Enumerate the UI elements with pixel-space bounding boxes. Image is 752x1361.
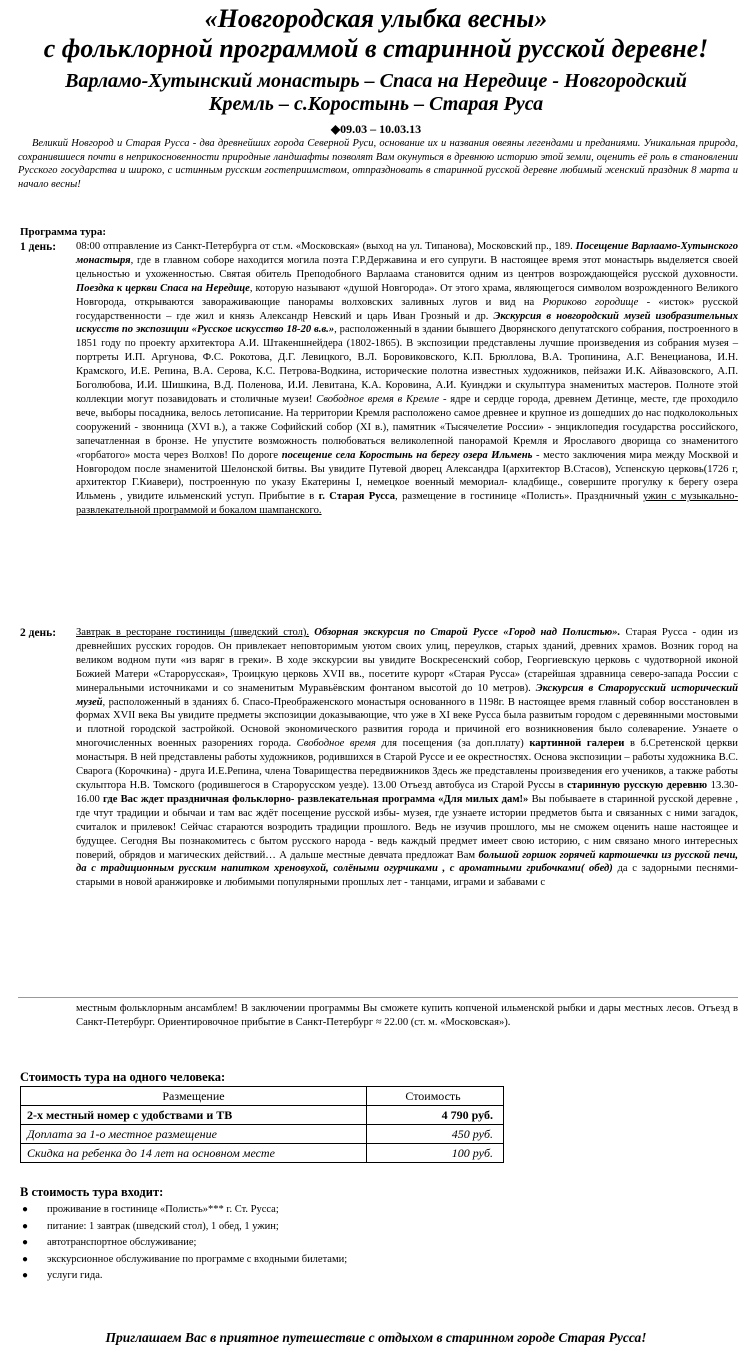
price-table	[20, 1086, 504, 1163]
tour-dates: ◆09.03 – 10.03.13	[330, 122, 422, 136]
list-item: ● услуги гида.	[20, 1268, 720, 1285]
list-item: ● автотранспортное обслуживание;	[20, 1235, 720, 1252]
cost-title: Стоимость тура на одного человека:	[20, 1070, 226, 1084]
route-line-2: Кремль – с.Коростынь – Старая Руса	[208, 93, 544, 115]
placement-cell: 2-х местный номер с удобствами и ТВ	[21, 1106, 367, 1125]
program-title: Программа тура:	[20, 226, 106, 238]
bullet-icon: ●	[22, 1220, 29, 1232]
bullet-icon: ●	[22, 1253, 29, 1265]
list-item: ● проживание в гостинице «Полисть»*** г. Ст. Русса;	[20, 1202, 720, 1219]
list-item: ● питание: 1 завтрак (шведский стол), 1 обед, 1 ужин;	[20, 1219, 720, 1236]
bullet-icon: ●	[22, 1204, 29, 1215]
includes-list	[20, 1202, 720, 1285]
table-row	[21, 1106, 504, 1125]
day-2-text: Завтрак в ресторане гостиницы (шведский стол). Обзорная экскурсия по Старой Руссе «Город над Полистью». Старая Русса - один из древнейших русских городов. Он привлекает неповторимым уютом своих улиц, переулков, старых зданий, древних храмов. Возник город на великом водном пути «из варяг в греки». В ходе экскурсии вы увидите Воскресенский собор, Георгиевскую церковь с чудотворной иконой Божией Матери «Старорусская», Троицкую церковь XVII вв., посетите курорт «Старая Русса» (старейшая здравница северо-запада России с минеральными источниками и со знаменитым Муравьёвским фонтаном высотой до 10 метров). Экскурсия в Старорусский исторический музей, расположенный в зданиях б. Спасо-Преображенского монастыря основанного в 1198г. В настоящее время главный собор восстановлен в формах XVII века Вы увидите предметы экспозиции доказывающие, что уже в XI веке Русса была развитым городом с деревянными мостовыми и плотной городской застройкой. Основой экономического развития города и причиной его возникновения было солеварение. Узнаете о многочисленных военных разорениях города. Свободное время для посещения (за доп.плату) картинной галереи в б.Сретенской церкви монастыря. В ней представлены работы художников, родившихся в Старой Руссе и ее окрестностях. Основа экспозиции – работы художника В.С. Сварога (Корочкина) - друга И.Е.Репина, члена Товарищества передвижников Здесь же представлены произведения его учеников, а также работы скульптора Н.В. Томского (родившегося в Старорусском уезде). 13.00 Отъезд автобуса из Старой Руссы в старинную русскую деревню 13.30-16.00 где Вас ждет праздничная фольклорно- развлекательная программа «Для милых дам!» Вы побываете в старинной русской деревне , где чтут традиции и обычаи и там вас ждёт посещение русской избы- музея, где узнаете истории предметов быта и связанных с ними загадок, считалок и прилевок! Сейчас стараются возродить традиции прошлого. Ведь не изучив прошлого, мы не сможем оценить наше настоящее и будущее. Сегодня Вы познакомитесь с бытом русского народа - ведь каждый предмет имеет свою историю, с ним связано много интересных поверий, обрядов и магических действий… А дальше местные девчата предложат Вам большой горшок горячей картошечки из русской печи, да с традиционным русским напитком хреновухой, солёными огурчиками , с ароматными грибочками( обед) да с задорными песнями- старыми в новой аранжировке и любимыми популярными прошлых лет - танцами, играми и забавами с	[76, 627, 739, 889]
title-line-1: «Новгородская улыбка весны»	[204, 4, 548, 33]
intro-paragraph: Великий Новгород и Старая Русса - два древнейших города Северной Руси, основание их и названия овеяны легендами и преданиями. Уникальная природа, сохранившиеся почти в неприкосновенности природные ландшафты позволят Вам окунуться в древнюю историю этой земли, оценить её роль в становлении Русского государства и широко, с истинным русским гостеприимством, отпраздновать в старинной русской деревне любимый женский праздник 8 марта и начало весны!	[18, 138, 738, 190]
day-1-text: 08:00 отправление из Санкт-Петербурга от ст.м. «Московская» (выход на ул. Типанова), Московский пр., 189. Посещение Варлаамо-Хутынского монастыря, где в главном соборе находится могила поэта Г.Р.Державина и его супруги. В настоящее время этот монастырь выделяется своей цельностью и ухоженностью. Святая обитель Преподобного Варлаама становится одним из центров возрождающейся русской духовности. Поездка к церкви Спаса на Нередице, которую называют «душой Новгорода». От этого храма, являющегося символом возрожденного Великого Новгорода, открываются завораживающие панорамы волховских заливных лугов и вид на Рюриково городище - «исток» русской государственности – где жил и князь Александр Невский и царь Иван Грозный и др. Экскурсия в новгородский музей изобразительных искусств по экспозиции «Русское искусство 18-20 в.в.», расположенный в здании бывшего Дворянского депутатского собрания, построенного в 1851 году по проекту архитектора А.И. Штакеншнейдера (1802-1865). В экспозиции представлены лучшие произведения из собрания музея – портреты И.П. Аргунова, Ф.С. Рокотова, Д.Г. Левицкого, В.Л. Боровиковского, К.П. Брюллова, В.А. Тропинина, А.Г. Венецианова, И.Н. Крамского, И.Е. Репина, В.А. Серова, К.С. Петрова-Водкина, исторические полотна известных художников, пейзажи И.К. Айвазовского, А.П. Боголюбова, И.И. Шишкина, В.Д. Поленова, И.И. Левитана, К.А. Коровина, А.И. Куинджи и скульптура знаменитых мастеров. Полноте этой коллекции могут позавидовать и столичные музеи! Свободное время в Кремле - ядре и сердце города, древнем Детинце, месте, где проходило вече, выборы посадника, велось летописание. На территории Кремля расположено самое древнее и крупное из дошедших до нас подколокольных сооружений - звонница (XVI в.), а также Софийский собор (XI в.), памятник «Тысячелетие России» - энциклопедия государства российского, запечатленная в бронзе. Не упустите возможность полюбоваться великолепной панорамой Кремля и Ярославого дворища со знаменитого «горбатого» моста через Волхов! По дороге посещение села Коростынь на берегу озера Ильмень - место заключения мира между Москвой и Новгородом после знаменитой Шелонской битвы. Вы увидите Путевой дворец Александра I(архитектор В.Стасов), Успенскую церковь(1726 г, архитектор Г.Киавери), построенную по указу Екатерины I, немецкое военный мемориал- кладбище., совершите прогулку к берегу озера Ильмень , увидите ильменский уступ. Прибытие в г. Старая Русса, размещение в гостинице «Полисть». Праздничный ужин с музыкально-развлекательной программой и бокалом шампанского.	[76, 241, 739, 517]
bullet-icon: ●	[22, 1237, 29, 1248]
table-row	[21, 1125, 504, 1144]
page-break-line	[18, 997, 738, 998]
closing-invitation: Приглашаем Вас в приятное путешествие с отдыхом в старинном городе Старая Русса!	[105, 1330, 647, 1345]
column-header-placement: Размещение	[21, 1087, 367, 1106]
placement-cell: Доплата за 1-о местное размещение	[21, 1125, 367, 1144]
list-item: ● экскурсионное обслуживание по программе с входными билетами;	[20, 1252, 720, 1269]
price-cell: 100 руб.	[367, 1144, 504, 1163]
table-row	[21, 1144, 504, 1163]
day-2-label: 2 день:	[20, 627, 57, 639]
route-line-1: Варламо-Хутынский монастырь – Спаса на Нередице - Новгородский	[65, 70, 687, 92]
includes-title: В стоимость тура входит:	[20, 1185, 164, 1199]
price-cell: 450 руб.	[367, 1125, 504, 1144]
day-2-text-continued: местным фольклорным ансамблем! В заключении программы Вы сможете купить копченой ильменской рыбки и дары местных лесов. Отъезд в Санкт-Петербург. Ориентировочное прибытие в Санкт-Петербург ≈ 22.00 (ст. м. «Московская»).	[76, 1003, 738, 1028]
price-cell: 4 790 руб.	[367, 1106, 504, 1125]
column-header-price: Стоимость	[367, 1087, 504, 1106]
placement-cell: Скидка на ребенка до 14 лет на основном месте	[21, 1144, 367, 1163]
price-table-header	[21, 1087, 504, 1106]
bullet-icon: ●	[22, 1270, 29, 1281]
title-line-2: с фольклорной программой в старинной русской деревне!	[43, 34, 709, 63]
day-1-label: 1 день:	[20, 241, 57, 253]
